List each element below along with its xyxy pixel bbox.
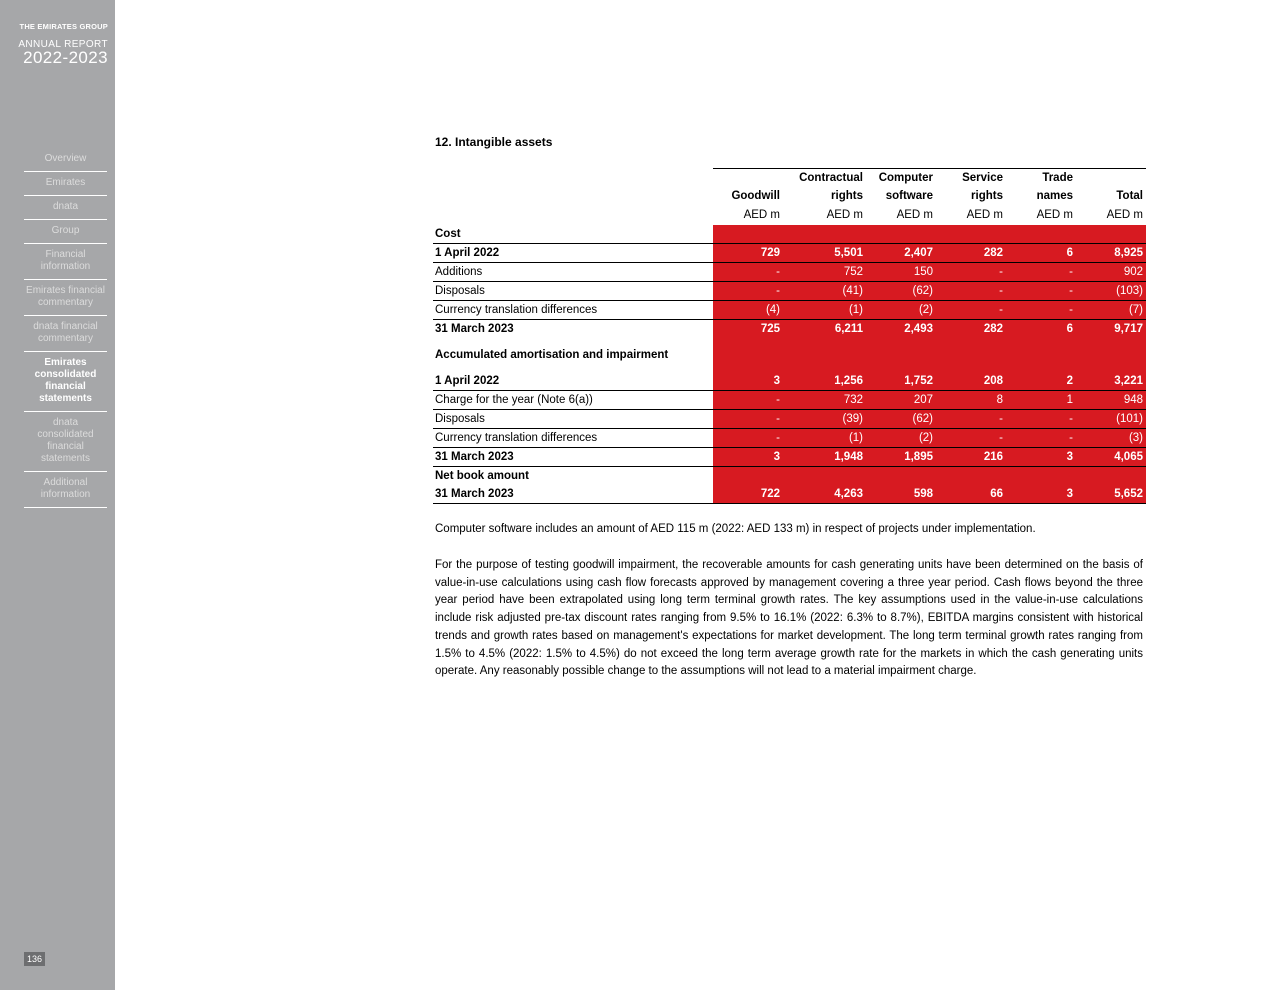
cell-value: -	[936, 282, 1006, 301]
table-header-row	[433, 187, 1146, 205]
cell-value: (101)	[1076, 410, 1146, 429]
unit-label: AED m	[966, 209, 1003, 221]
note-paragraph: Computer software includes an amount of AED 115 m (2022: AED 133 m) in respect of projects under implementation.	[435, 523, 1036, 535]
row-label: Accumulated amortisation and impairment	[435, 349, 669, 361]
nav-item-group[interactable]: Group	[24, 220, 107, 244]
cell-value: 4,263	[783, 485, 866, 504]
cell-value: 8,925	[1076, 244, 1146, 263]
nav-item-dnata[interactable]: dnata	[24, 196, 107, 220]
nav-item-emirates[interactable]: Emirates	[24, 172, 107, 196]
row-label: Currency translation differences	[433, 429, 713, 448]
nav-item-additional-information[interactable]: Additional information	[24, 472, 107, 508]
cell-value: -	[1006, 301, 1076, 320]
unit-label: AED m	[1036, 209, 1073, 221]
row-label: 1 April 2022	[433, 372, 713, 391]
cell-value: -	[713, 429, 783, 448]
cell-value: -	[936, 301, 1006, 320]
column-header: Total	[1116, 190, 1143, 202]
company-name: THE EMIRATES GROUP	[19, 22, 108, 31]
column-header	[1076, 169, 1146, 188]
cell-value: (1)	[783, 301, 866, 320]
column-header: Service	[936, 169, 1006, 188]
row-label: Net book amount	[435, 470, 529, 482]
nav-item-emirates-financial-commentary[interactable]: Emirates financial commentary	[24, 280, 107, 316]
cell-value: -	[1006, 429, 1076, 448]
cell-value	[1076, 467, 1146, 486]
cell-value	[936, 467, 1006, 486]
section-title: 12. Intangible assets	[435, 135, 553, 149]
cell-value: 3	[713, 448, 783, 467]
cell-value: -	[1006, 263, 1076, 282]
row-label: 1 April 2022	[433, 244, 713, 263]
table-row	[433, 448, 1146, 467]
cell-value: 2,407	[866, 244, 936, 263]
cell-value: -	[936, 429, 1006, 448]
table-row	[433, 225, 1146, 244]
table-row	[433, 301, 1146, 320]
table-row	[433, 485, 1146, 504]
table-row	[433, 391, 1146, 410]
table-header-row	[433, 169, 1146, 188]
cell-value: 1,948	[783, 448, 866, 467]
table-row	[433, 338, 1146, 372]
report-label: ANNUAL REPORT	[18, 39, 108, 50]
cell-value: 5,652	[1076, 485, 1146, 504]
nav-item-dnata-consolidated-statements[interactable]: dnata consolidated financial statements	[24, 412, 107, 472]
cell-value: 6,211	[783, 320, 866, 339]
cell-value: (2)	[866, 301, 936, 320]
cell-value: 208	[936, 372, 1006, 391]
intangible-assets-table	[433, 168, 1146, 504]
cell-value	[1076, 225, 1146, 244]
column-header: Trade	[1006, 169, 1076, 188]
cell-value: 902	[1076, 263, 1146, 282]
cell-value: 282	[936, 244, 1006, 263]
cell-value: 66	[936, 485, 1006, 504]
cell-value: 6	[1006, 244, 1076, 263]
table-row	[433, 320, 1146, 339]
cell-value: 752	[783, 263, 866, 282]
cell-value: 3,221	[1076, 372, 1146, 391]
column-header: Contractual	[783, 169, 866, 188]
page-number: 136	[24, 952, 45, 966]
column-header	[713, 169, 783, 188]
cell-value: 8	[936, 391, 1006, 410]
nav-item-dnata-financial-commentary[interactable]: dnata financial commentary	[24, 316, 107, 352]
sidebar	[0, 0, 115, 990]
row-label: Currency translation differences	[433, 301, 713, 320]
cell-value: 948	[1076, 391, 1146, 410]
cell-value: -	[936, 263, 1006, 282]
cell-value: 1,752	[866, 372, 936, 391]
cell-value: 598	[866, 485, 936, 504]
unit-label: AED m	[1106, 209, 1143, 221]
table-row	[433, 282, 1146, 301]
cell-value: (4)	[713, 301, 783, 320]
cell-value: -	[713, 391, 783, 410]
cell-value: (62)	[866, 410, 936, 429]
cell-value	[713, 467, 783, 486]
cell-value	[866, 467, 936, 486]
cell-value: 3	[713, 372, 783, 391]
cell-value	[713, 338, 783, 372]
note-paragraph: For the purpose of testing goodwill impairment, the recoverable amounts for cash generating units have been determined on the basis of value-in-use calculations using cash flow forecasts approved by management covering a three year period. Cash flows beyond the three year period have been extrapolated using long term terminal growth rates. The key assumptions used in the value-in-use calculations include risk adjusted pre-tax discount rates ranging from 9.5% to 16.1% (2022: 6.3% to 8.7%), EBITDA margins consistent with historical trends and growth rates based on management's expectations for market development. The long term terminal growth rates ranging from 1.5% to 4.5% (2022: 1.5% to 4.5%) do not exceed the long term average growth rate for the markets in which the cash generating units operate. Any reasonably possible change to the assumptions will not lead to a material impairment charge.	[435, 559, 1143, 678]
cell-value: (62)	[866, 282, 936, 301]
cell-value: -	[1006, 410, 1076, 429]
cell-value: (1)	[783, 429, 866, 448]
nav-item-financial-information[interactable]: Financial information	[24, 244, 107, 280]
row-label: 31 March 2023	[435, 323, 514, 335]
cell-value: (39)	[783, 410, 866, 429]
column-header: Goodwill	[731, 190, 780, 202]
row-label: Disposals	[433, 282, 713, 301]
cell-value: 150	[866, 263, 936, 282]
nav-item-overview[interactable]: Overview	[24, 148, 107, 172]
cell-value: 9,717	[1076, 320, 1146, 339]
table-row	[433, 263, 1146, 282]
row-label: Cost	[433, 225, 713, 244]
cell-value	[936, 225, 1006, 244]
cell-value: 729	[713, 244, 783, 263]
cell-value	[713, 225, 783, 244]
cell-value: 2,493	[866, 320, 936, 339]
nav-item-emirates-consolidated-statements[interactable]: Emirates consolidated financial statements	[24, 352, 107, 412]
cell-value: (103)	[1076, 282, 1146, 301]
cell-value: 216	[936, 448, 1006, 467]
row-label: Charge for the year (Note 6(a))	[433, 391, 713, 410]
cell-value: 2	[1006, 372, 1076, 391]
cell-value	[783, 467, 866, 486]
table-row	[433, 429, 1146, 448]
cell-value: 3	[1006, 485, 1076, 504]
column-header: names	[1036, 190, 1073, 202]
table-units-row	[433, 205, 1146, 225]
cell-value	[1076, 338, 1146, 372]
cell-value: 1,256	[783, 372, 866, 391]
table-row	[433, 467, 1146, 486]
cell-value	[866, 225, 936, 244]
report-year: 2022-2023	[23, 48, 108, 67]
cell-value: (3)	[1076, 429, 1146, 448]
cell-value: 3	[1006, 448, 1076, 467]
cell-value: 722	[713, 485, 783, 504]
column-header: Computer	[866, 169, 936, 188]
unit-label: AED m	[896, 209, 933, 221]
cell-value	[783, 225, 866, 244]
cell-value: (41)	[783, 282, 866, 301]
cell-value: -	[1006, 282, 1076, 301]
column-header: rights	[831, 190, 863, 202]
cell-value: 6	[1006, 320, 1076, 339]
cell-value: (2)	[866, 429, 936, 448]
cell-value	[783, 338, 866, 372]
cell-value: 1,895	[866, 448, 936, 467]
cell-value: -	[713, 263, 783, 282]
table-row	[433, 410, 1146, 429]
cell-value	[1006, 338, 1076, 372]
column-header: rights	[971, 190, 1003, 202]
cell-value: 1	[1006, 391, 1076, 410]
column-header: software	[885, 190, 933, 202]
sidebar-nav	[24, 148, 107, 508]
cell-value	[866, 338, 936, 372]
row-label: Disposals	[433, 410, 713, 429]
cell-value: 207	[866, 391, 936, 410]
cell-value: -	[713, 282, 783, 301]
cell-value: -	[713, 410, 783, 429]
unit-label: AED m	[743, 209, 780, 221]
cell-value: 732	[783, 391, 866, 410]
cell-value: 725	[713, 320, 783, 339]
cell-value	[936, 338, 1006, 372]
cell-value: (7)	[1076, 301, 1146, 320]
cell-value: 282	[936, 320, 1006, 339]
cell-value: -	[936, 410, 1006, 429]
row-label: 31 March 2023	[433, 448, 713, 467]
cell-value	[1006, 225, 1076, 244]
cell-value: 5,501	[783, 244, 866, 263]
cell-value	[1006, 467, 1076, 486]
row-label: 31 March 2023	[433, 485, 713, 504]
unit-label: AED m	[826, 209, 863, 221]
table-row	[433, 244, 1146, 263]
cell-value: 4,065	[1076, 448, 1146, 467]
row-label: Additions	[433, 263, 713, 282]
table-row	[433, 372, 1146, 391]
